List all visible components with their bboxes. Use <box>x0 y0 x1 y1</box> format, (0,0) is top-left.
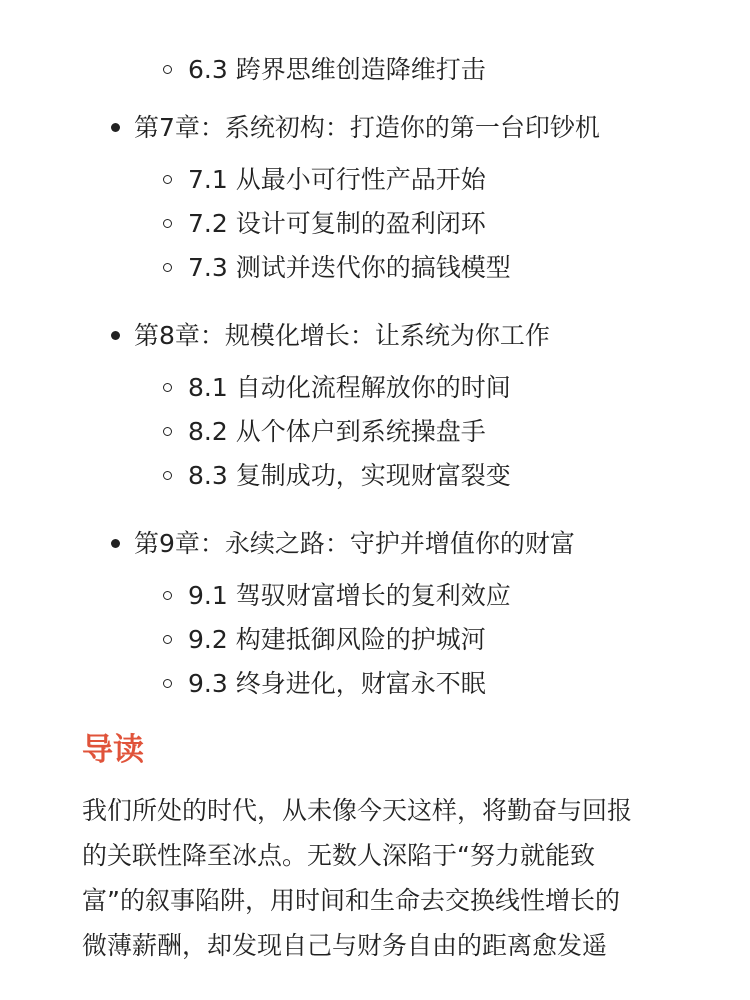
intro-line: 我们所处的时代，从未像今天这样，将勤奋与回报 <box>82 796 633 825</box>
section-title: 8.2 从个体户到系统操盘手 <box>188 417 486 446</box>
chapter-title: 第7章：系统初构：打造你的第一台印钞机 <box>134 113 600 142</box>
toc-section <box>0 246 750 290</box>
hollow-bullet-icon <box>163 219 172 228</box>
section-title: 9.2 构建抵御风险的护城河 <box>188 625 486 654</box>
filled-bullet-icon <box>111 331 120 340</box>
section-title: 7.1 从最小可行性产品开始 <box>188 165 486 194</box>
toc-section-6-3 <box>0 48 750 92</box>
hollow-bullet-icon <box>163 635 172 644</box>
hollow-bullet-icon <box>163 427 172 436</box>
toc-section <box>0 158 750 202</box>
hollow-bullet-icon <box>163 471 172 480</box>
toc-section <box>0 574 750 618</box>
intro-line: 富”的叙事陷阱，用时间和生命去交换线性增长的 <box>82 886 620 915</box>
toc-section <box>0 366 750 410</box>
intro-line: 的关联性降至冰点。无数人深陷于“努力就能致 <box>82 841 595 870</box>
toc-chapter-8 <box>0 316 750 498</box>
leading-section-list <box>0 48 750 92</box>
section-title: 7.2 设计可复制的盈利闭环 <box>188 209 486 238</box>
section-title: 8.3 复制成功，实现财富裂变 <box>188 461 511 490</box>
chapter-sections <box>134 574 750 706</box>
toc-section <box>0 662 750 706</box>
toc-chapter-9 <box>0 524 750 706</box>
toc-section <box>0 410 750 454</box>
section-title: 7.3 测试并迭代你的搞钱模型 <box>188 253 511 282</box>
toc-chapter-7 <box>0 108 750 290</box>
chapter-title: 第9章：永续之路：守护并增值你的财富 <box>134 529 575 558</box>
chapter-title: 第8章：规模化增长：让系统为你工作 <box>134 321 550 350</box>
toc-section <box>0 454 750 498</box>
filled-bullet-icon <box>111 123 120 132</box>
hollow-bullet-icon <box>163 175 172 184</box>
section-title: 9.3 终身进化，财富永不眠 <box>188 669 486 698</box>
chapter-sections <box>134 366 750 498</box>
hollow-bullet-icon <box>163 263 172 272</box>
intro-heading: 导读 <box>82 732 144 768</box>
chapter-sections <box>134 158 750 290</box>
hollow-bullet-icon <box>163 65 172 74</box>
intro-paragraph <box>82 788 682 968</box>
toc-section <box>0 618 750 662</box>
intro-line: 微薄薪酬，却发现自己与财务自由的距离愈发遥 <box>82 931 608 960</box>
hollow-bullet-icon <box>163 591 172 600</box>
section-title: 9.1 驾驭财富增长的复利效应 <box>188 581 511 610</box>
section-title: 6.3 跨界思维创造降维打击 <box>188 55 486 84</box>
toc-section <box>0 202 750 246</box>
table-of-contents <box>0 90 750 706</box>
hollow-bullet-icon <box>163 383 172 392</box>
filled-bullet-icon <box>111 539 120 548</box>
section-title: 8.1 自动化流程解放你的时间 <box>188 373 511 402</box>
hollow-bullet-icon <box>163 679 172 688</box>
